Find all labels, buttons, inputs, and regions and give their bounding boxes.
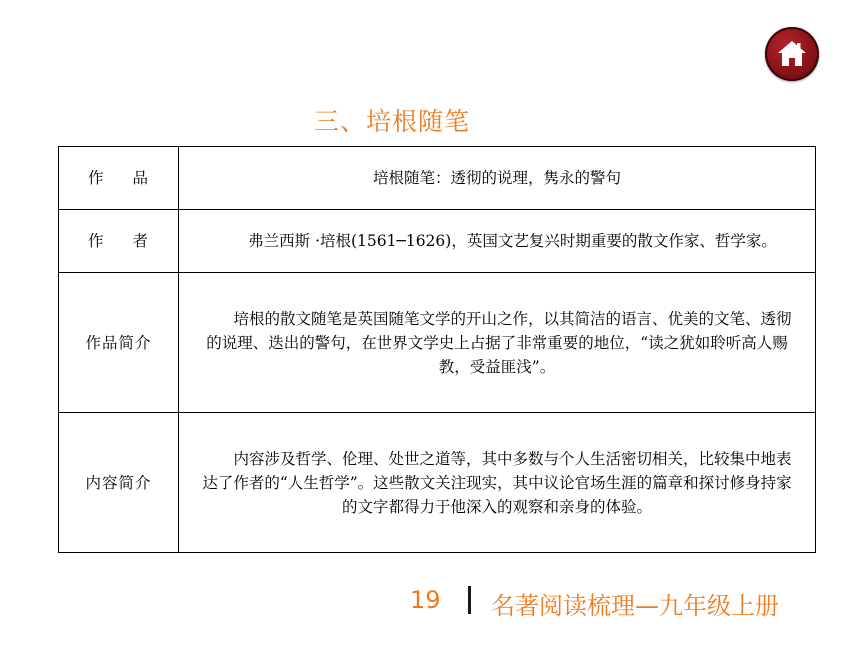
section-title: 三、培根随笔 (314, 107, 471, 136)
row-label-author: 作 者 (59, 210, 179, 273)
row-value-work: 培根随笔：透彻的说理，隽永的警句 (179, 147, 816, 210)
row-label-work-intro: 作品简介 (59, 273, 179, 413)
row-value-work-intro (179, 273, 816, 413)
home-icon (775, 37, 809, 71)
table-row-author (59, 210, 816, 273)
table-row-work (59, 147, 816, 210)
page-number: 19 (410, 586, 441, 614)
author-text: 弗兰西斯 ·培根(1561─1626)，英国文艺复兴时期重要的散文作家、哲学家。 (248, 232, 777, 250)
work-intro-text: 培根的散文随笔是英国随笔文学的开山之作，以其简洁的语言、优美的文笔、透彻的说理、迭出的警句，在世界文学史上占据了非常重要的地位，“读之犹如聆听高人赐教，受益匪浅”。 (206, 309, 792, 376)
row-label-work: 作 品 (59, 147, 179, 210)
home-button[interactable] (765, 27, 819, 81)
table-row-work-intro (59, 273, 816, 413)
row-value-author (179, 210, 816, 273)
book-title: 名著阅读梳理—九年级上册 (491, 592, 779, 620)
content-intro-text: 内容涉及哲学、伦理、处世之道等，其中多数与个人生活密切相关，比较集中地表达了作者的“人生哲学”。这些散文关注现实，其中议论官场生涯的篇章和探讨修身持家的文字都得力于他深入的观察和亲身的体验。 (202, 449, 792, 516)
row-value-content-intro (179, 413, 816, 553)
footer-divider (468, 586, 471, 614)
table-row-content-intro (59, 413, 816, 553)
info-table (58, 146, 816, 553)
row-label-content-intro: 内容简介 (59, 413, 179, 553)
